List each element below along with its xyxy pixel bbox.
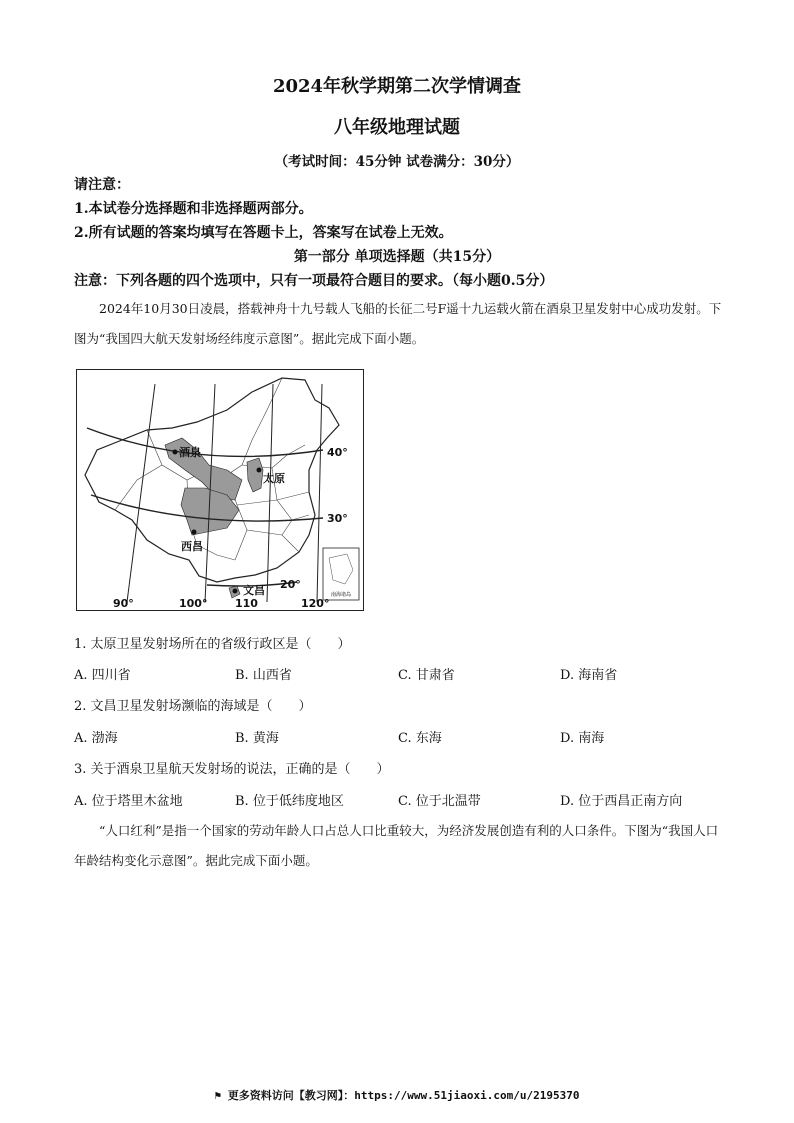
q3-option-c[interactable]: C. 位于北温带	[398, 794, 481, 809]
xichang-label: 西昌	[181, 540, 203, 553]
q2-option-a[interactable]: A. 渤海	[74, 731, 118, 746]
launch-sites-map	[76, 369, 364, 611]
footer-link[interactable]: 更多资料访问【教习网】：https://www.51jiaoxi.com/u/2195370	[227, 1089, 580, 1102]
exam-info: （考试时间：45分钟 试卷满分：30分）	[274, 154, 520, 170]
footer	[0, 1087, 794, 1103]
wenchang-marker	[233, 589, 238, 594]
flag-icon: ⚑	[214, 1089, 222, 1102]
inset-label: 南海诸岛	[330, 592, 352, 598]
passage-2: “人口红利”是指一个国家的劳动年龄人口占总人口比重较大，为经济发展创造有利的人口条件。下图为“我国人口年龄结构变化示意图”。据此完成下面小题。	[74, 823, 719, 868]
lat-label-20: 20°	[280, 578, 301, 591]
q3-option-b[interactable]: B. 位于低纬度地区	[235, 794, 344, 809]
passage-1: 2024年10月30日凌晨，搭载神舟十九号载人飞船的长征二号F遥十九运载火箭在酒泉卫星发射中心成功发射。下图为“我国四大航天发射场经纬度示意图”。据此完成下面小题。	[74, 301, 722, 346]
q2-option-b[interactable]: B. 黄海	[235, 731, 279, 746]
question-1-stem: 1. 太原卫星发射场所在的省级行政区是（ ）	[74, 637, 351, 652]
lon-label-90: 90°	[113, 597, 134, 610]
q1-option-b[interactable]: B. 山西省	[235, 668, 292, 683]
taiyuan-label: 太原	[263, 472, 285, 485]
wenchang-label: 文昌	[243, 584, 265, 597]
lon-label-100: 100°	[179, 597, 208, 610]
lat-label-30: 30°	[327, 512, 348, 525]
taiyuan-marker	[257, 468, 262, 473]
q1-option-d[interactable]: D. 海南省	[560, 668, 618, 683]
lon-label-110: 110	[235, 597, 258, 610]
notice-heading: 请注意：	[74, 177, 130, 193]
lat-label-40: 40°	[327, 446, 348, 459]
q3-option-d[interactable]: D. 位于西昌正南方向	[560, 794, 683, 809]
jiuquan-marker	[173, 450, 178, 455]
q2-option-d[interactable]: D. 南海	[560, 731, 605, 746]
q1-option-a[interactable]: A. 四川省	[74, 668, 131, 683]
q3-option-a[interactable]: A. 位于塔里木盆地	[74, 794, 183, 809]
q1-option-c[interactable]: C. 甘肃省	[398, 668, 455, 683]
notice-item-2: 2.所有试题的答案均填写在答题卡上，答案写在试卷上无效。	[74, 225, 453, 241]
jiuquan-label: 酒泉	[179, 446, 201, 459]
question-3-stem: 3. 关于酒泉卫星航天发射场的说法，正确的是（ ）	[74, 762, 390, 777]
xichang-marker	[192, 530, 197, 535]
q2-option-c[interactable]: C. 东海	[398, 731, 442, 746]
exam-title: 2024年秋学期第二次学情调查	[272, 76, 522, 97]
question-2-stem: 2. 文昌卫星发射场濒临的海域是（ ）	[74, 699, 312, 714]
map-svg	[77, 370, 363, 610]
part1-heading: 第一部分 单项选择题（共15分）	[293, 249, 501, 265]
subject-title: 八年级地理试题	[334, 117, 460, 138]
notice-item-1: 1.本试卷分选择题和非选择题两部分。	[74, 201, 313, 217]
lon-label-120: 120°	[301, 597, 330, 610]
part1-instruction: 注意：下列各题的四个选项中，只有一项最符合题目的要求。（每小题0.5分）	[74, 273, 554, 289]
